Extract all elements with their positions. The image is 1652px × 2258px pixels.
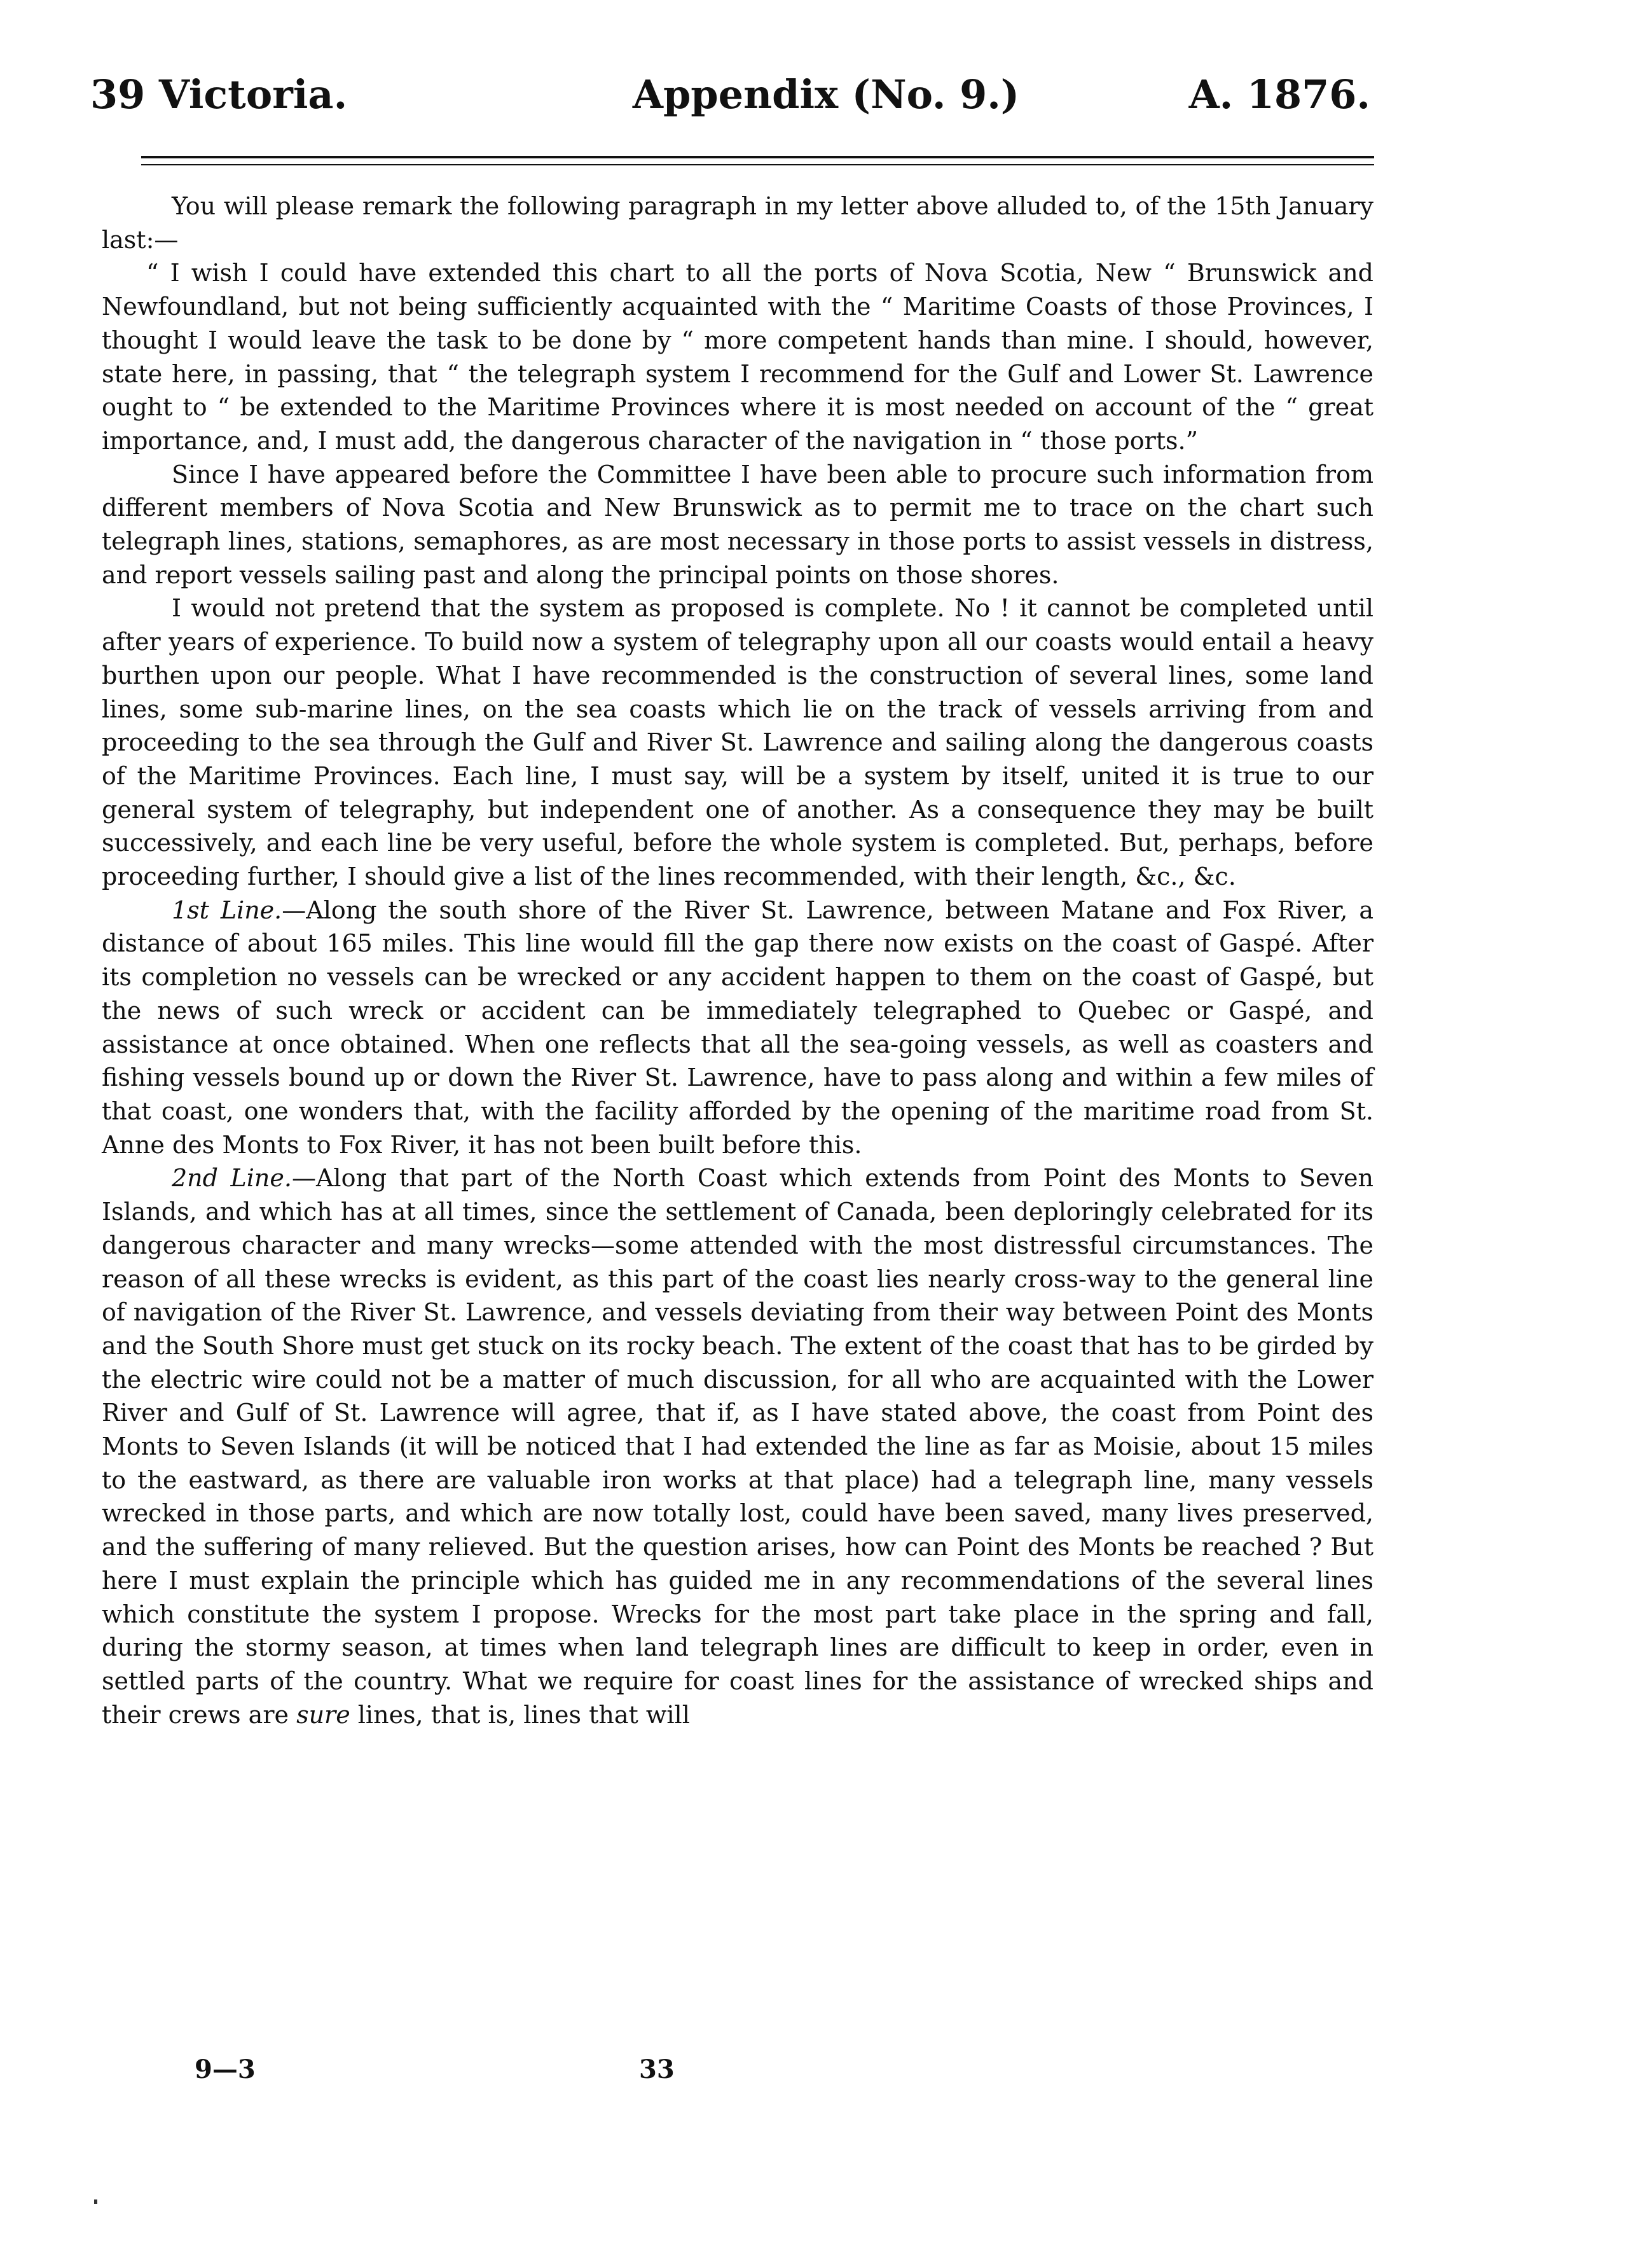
line-2-tail: lines, that is, lines that will bbox=[350, 1700, 690, 1729]
paragraph-since: Since I have appeared before the Committee I have been able to procure such information from different members of Nova Scotia and New Brunswick as to permit me to trace on the chart such telegraph lines, stations, semaphores, as are most necessary in those ports to assist vessels in distress, and report vessels sailing past and along the principal points on those shores. bbox=[102, 460, 1373, 589]
body-text bbox=[102, 190, 1373, 1731]
paragraph-intro: You will please remark the following paragraph in my letter above alluded to, of the 15th January last:— bbox=[102, 192, 1373, 254]
header-appendix: Appendix (No. 9.) bbox=[632, 71, 1020, 118]
header-rule-thin bbox=[141, 164, 1374, 165]
line-2-text: —Along that part of the North Coast which extends from Point des Monts to Seven Islands, and which has at all times, since the settlement of Canada, been deploringly celebrated for its dangerous character and many wrecks—some attended with the most distressful circumstances. The reason of all these wrecks is evident, as this part of the coast lies nearly cross-way to the general line of navigation of the River St. Lawrence, and vessels deviating from their way between Point des Monts and the South Shore must get stuck on its rocky beach. The extent of the coast that has to be girded by the electric wire could not be a matter of much discussion, for all who are acquainted with the Lower River and Gulf of St. Lawrence will agree, that if, as I have stated above, the coast from Point des Monts to Seven Islands (it will be noticed that I had extended the line as far as Moisie, about 15 miles to the eastward, as there are valuable iron works at that place) had a telegraph line, many vessels wrecked in those parts, and which are now totally lost, could have been saved, many lives preserved, and the suffering of many relieved. But the question arises, how can Point des Monts be reached ? But here I must explain the principle which has guided me in any recommendations of the several lines which constitute the system I propose. Wrecks for the most part take place in the spring and fall, during the stormy season, at times when land telegraph lines are difficult to keep in order, even in settled parts of the country. What we require for coast lines for the assistance of wrecked ships and their crews are bbox=[102, 1164, 1373, 1729]
paragraph-line-1 bbox=[102, 894, 1373, 1162]
line-2-emphasis: sure bbox=[296, 1700, 350, 1729]
footer-signature: 9—3 bbox=[195, 2054, 256, 2084]
paragraph-system: I would not pretend that the system as proposed is complete. No ! it cannot be completed until after years of experience. To build now a system of telegraphy upon all our coasts would entail a heavy burthen upon our people. What I have recommended is the construction of several lines, some land lines, some sub-marine lines, on the sea coasts which lie on the track of vessels arriving from and proceeding to the sea through the Gulf and River St. Lawrence and sailing along the dangerous coasts of the Maritime Provinces. Each line, I must say, will be a system by itself, united it is true to our general system of telegraphy, but independent one of another. As a consequence they may be built successively, and each line be very useful, before the whole system is completed. But, perhaps, before proceeding further, I should give a list of the lines recommended, with their length, &c., &c. bbox=[102, 594, 1373, 891]
header-session: 39 Victoria. bbox=[90, 71, 348, 118]
header-year: A. 1876. bbox=[1188, 71, 1370, 118]
page-number: 33 bbox=[639, 2054, 675, 2084]
header-rule-thick bbox=[141, 156, 1374, 158]
paragraph-quote: “ I wish I could have extended this chart to all the ports of Nova Scotia, New “ Brunswick and Newfoundland, but not being sufficiently acquainted with the “ Maritime Coasts of those Provinces, I thought I would leave the task to be done by “ more competent hands than mine. I should, however, state here, in passing, that “ the telegraph system I recommend for the Gulf and Lower St. Lawrence ought to “ be extended to the Maritime Provinces where it is most needed on account of the “ great importance, and, I must add, the dangerous character of the navigation in “ those ports.” bbox=[102, 259, 1373, 455]
line-1-label: 1st Line. bbox=[172, 896, 282, 924]
paragraph-line-2 bbox=[102, 1161, 1373, 1731]
line-1-text: —Along the south shore of the River St. Lawrence, between Matane and Fox River, a distance of about 165 miles. This line would fill the gap there now exists on the coast of Gaspé. After its completion no vessels can be wrecked or any accident happen to them on the coast of Gaspé, but the news of such wreck or accident can be immediately telegraphed to Quebec or Gaspé, and assistance at once obtained. When one reflects that all the sea-going vessels, as well as coasters and fishing vessels bound up or down the River St. Lawrence, have to pass along and within a few miles of that coast, one wonders that, with the facility afforded by the opening of the maritime road from St. Anne des Monts to Fox River, it has not been built before this. bbox=[102, 896, 1373, 1159]
line-2-label: 2nd Line. bbox=[172, 1164, 292, 1193]
margin-mark bbox=[94, 2199, 97, 2204]
